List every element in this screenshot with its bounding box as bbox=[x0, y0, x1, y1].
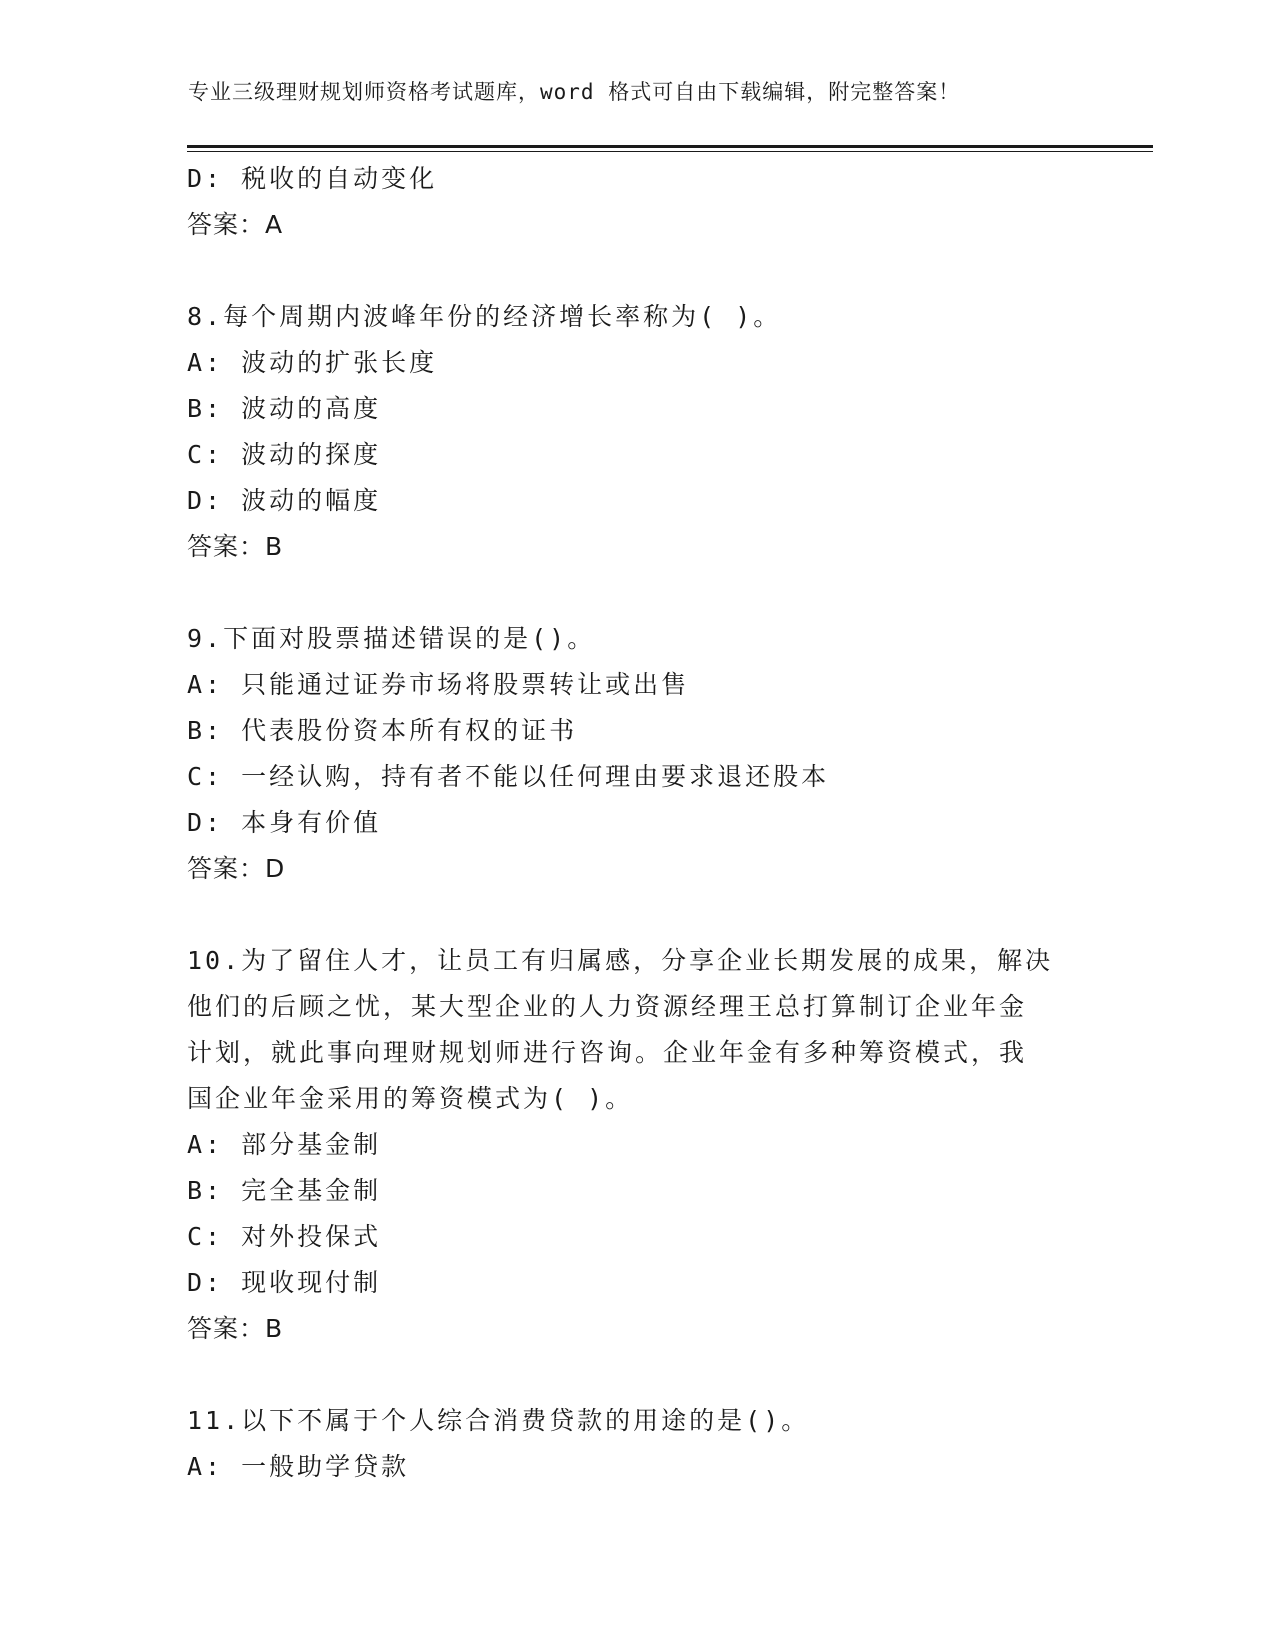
question-11-text: 11.以下不属于个人综合消费贷款的用途的是()。 bbox=[187, 1406, 810, 1435]
spacer bbox=[187, 892, 1087, 938]
option-d: D: 税收的自动变化 bbox=[187, 164, 438, 193]
option-b: B: 代表股份资本所有权的证书 bbox=[187, 716, 578, 745]
question-9-text: 9.下面对股票描述错误的是()。 bbox=[187, 624, 596, 653]
spacer bbox=[187, 1352, 1087, 1398]
answer: 答案：B bbox=[187, 1314, 284, 1343]
spacer bbox=[187, 570, 1087, 616]
option-a: A: 部分基金制 bbox=[187, 1130, 382, 1159]
answer: 答案：D bbox=[187, 854, 286, 883]
question-content bbox=[187, 156, 1087, 1490]
option-d: D: 本身有价值 bbox=[187, 808, 382, 837]
spacer bbox=[187, 248, 1087, 294]
option-b: B: 完全基金制 bbox=[187, 1176, 382, 1205]
question-10-text-line-4: 国企业年金采用的筹资模式为( )。 bbox=[187, 1084, 634, 1113]
option-c: C: 对外投保式 bbox=[187, 1222, 382, 1251]
option-c: C: 一经认购，持有者不能以任何理由要求退还股本 bbox=[187, 762, 830, 791]
answer: 答案：B bbox=[187, 532, 284, 561]
question-8-text: 8.每个周期内波峰年份的经济增长率称为( )。 bbox=[187, 302, 782, 331]
option-a: A: 一般助学贷款 bbox=[187, 1452, 410, 1481]
question-10-text-line-3: 计划，就此事向理财规划师进行咨询。企业年金有多种筹资模式，我 bbox=[187, 1038, 1028, 1067]
option-c: C: 波动的探度 bbox=[187, 440, 382, 469]
option-d: D: 现收现付制 bbox=[187, 1268, 382, 1297]
question-10-text-line-1: 10.为了留住人才，让员工有归属感，分享企业长期发展的成果，解决 bbox=[187, 946, 1054, 975]
question-10-text-line-2: 他们的后顾之忧，某大型企业的人力资源经理王总打算制订企业年金 bbox=[187, 992, 1028, 1021]
page-header: 专业三级理财规划师资格考试题库，word 格式可自由下载编辑，附完整答案！ bbox=[188, 80, 961, 104]
option-b: B: 波动的高度 bbox=[187, 394, 382, 423]
header-rule-thin bbox=[187, 151, 1153, 152]
option-d: D: 波动的幅度 bbox=[187, 486, 382, 515]
answer: 答案：A bbox=[187, 210, 284, 239]
header-rule-thick bbox=[187, 145, 1153, 148]
option-a: A: 波动的扩张长度 bbox=[187, 348, 438, 377]
option-a: A: 只能通过证券市场将股票转让或出售 bbox=[187, 670, 690, 699]
